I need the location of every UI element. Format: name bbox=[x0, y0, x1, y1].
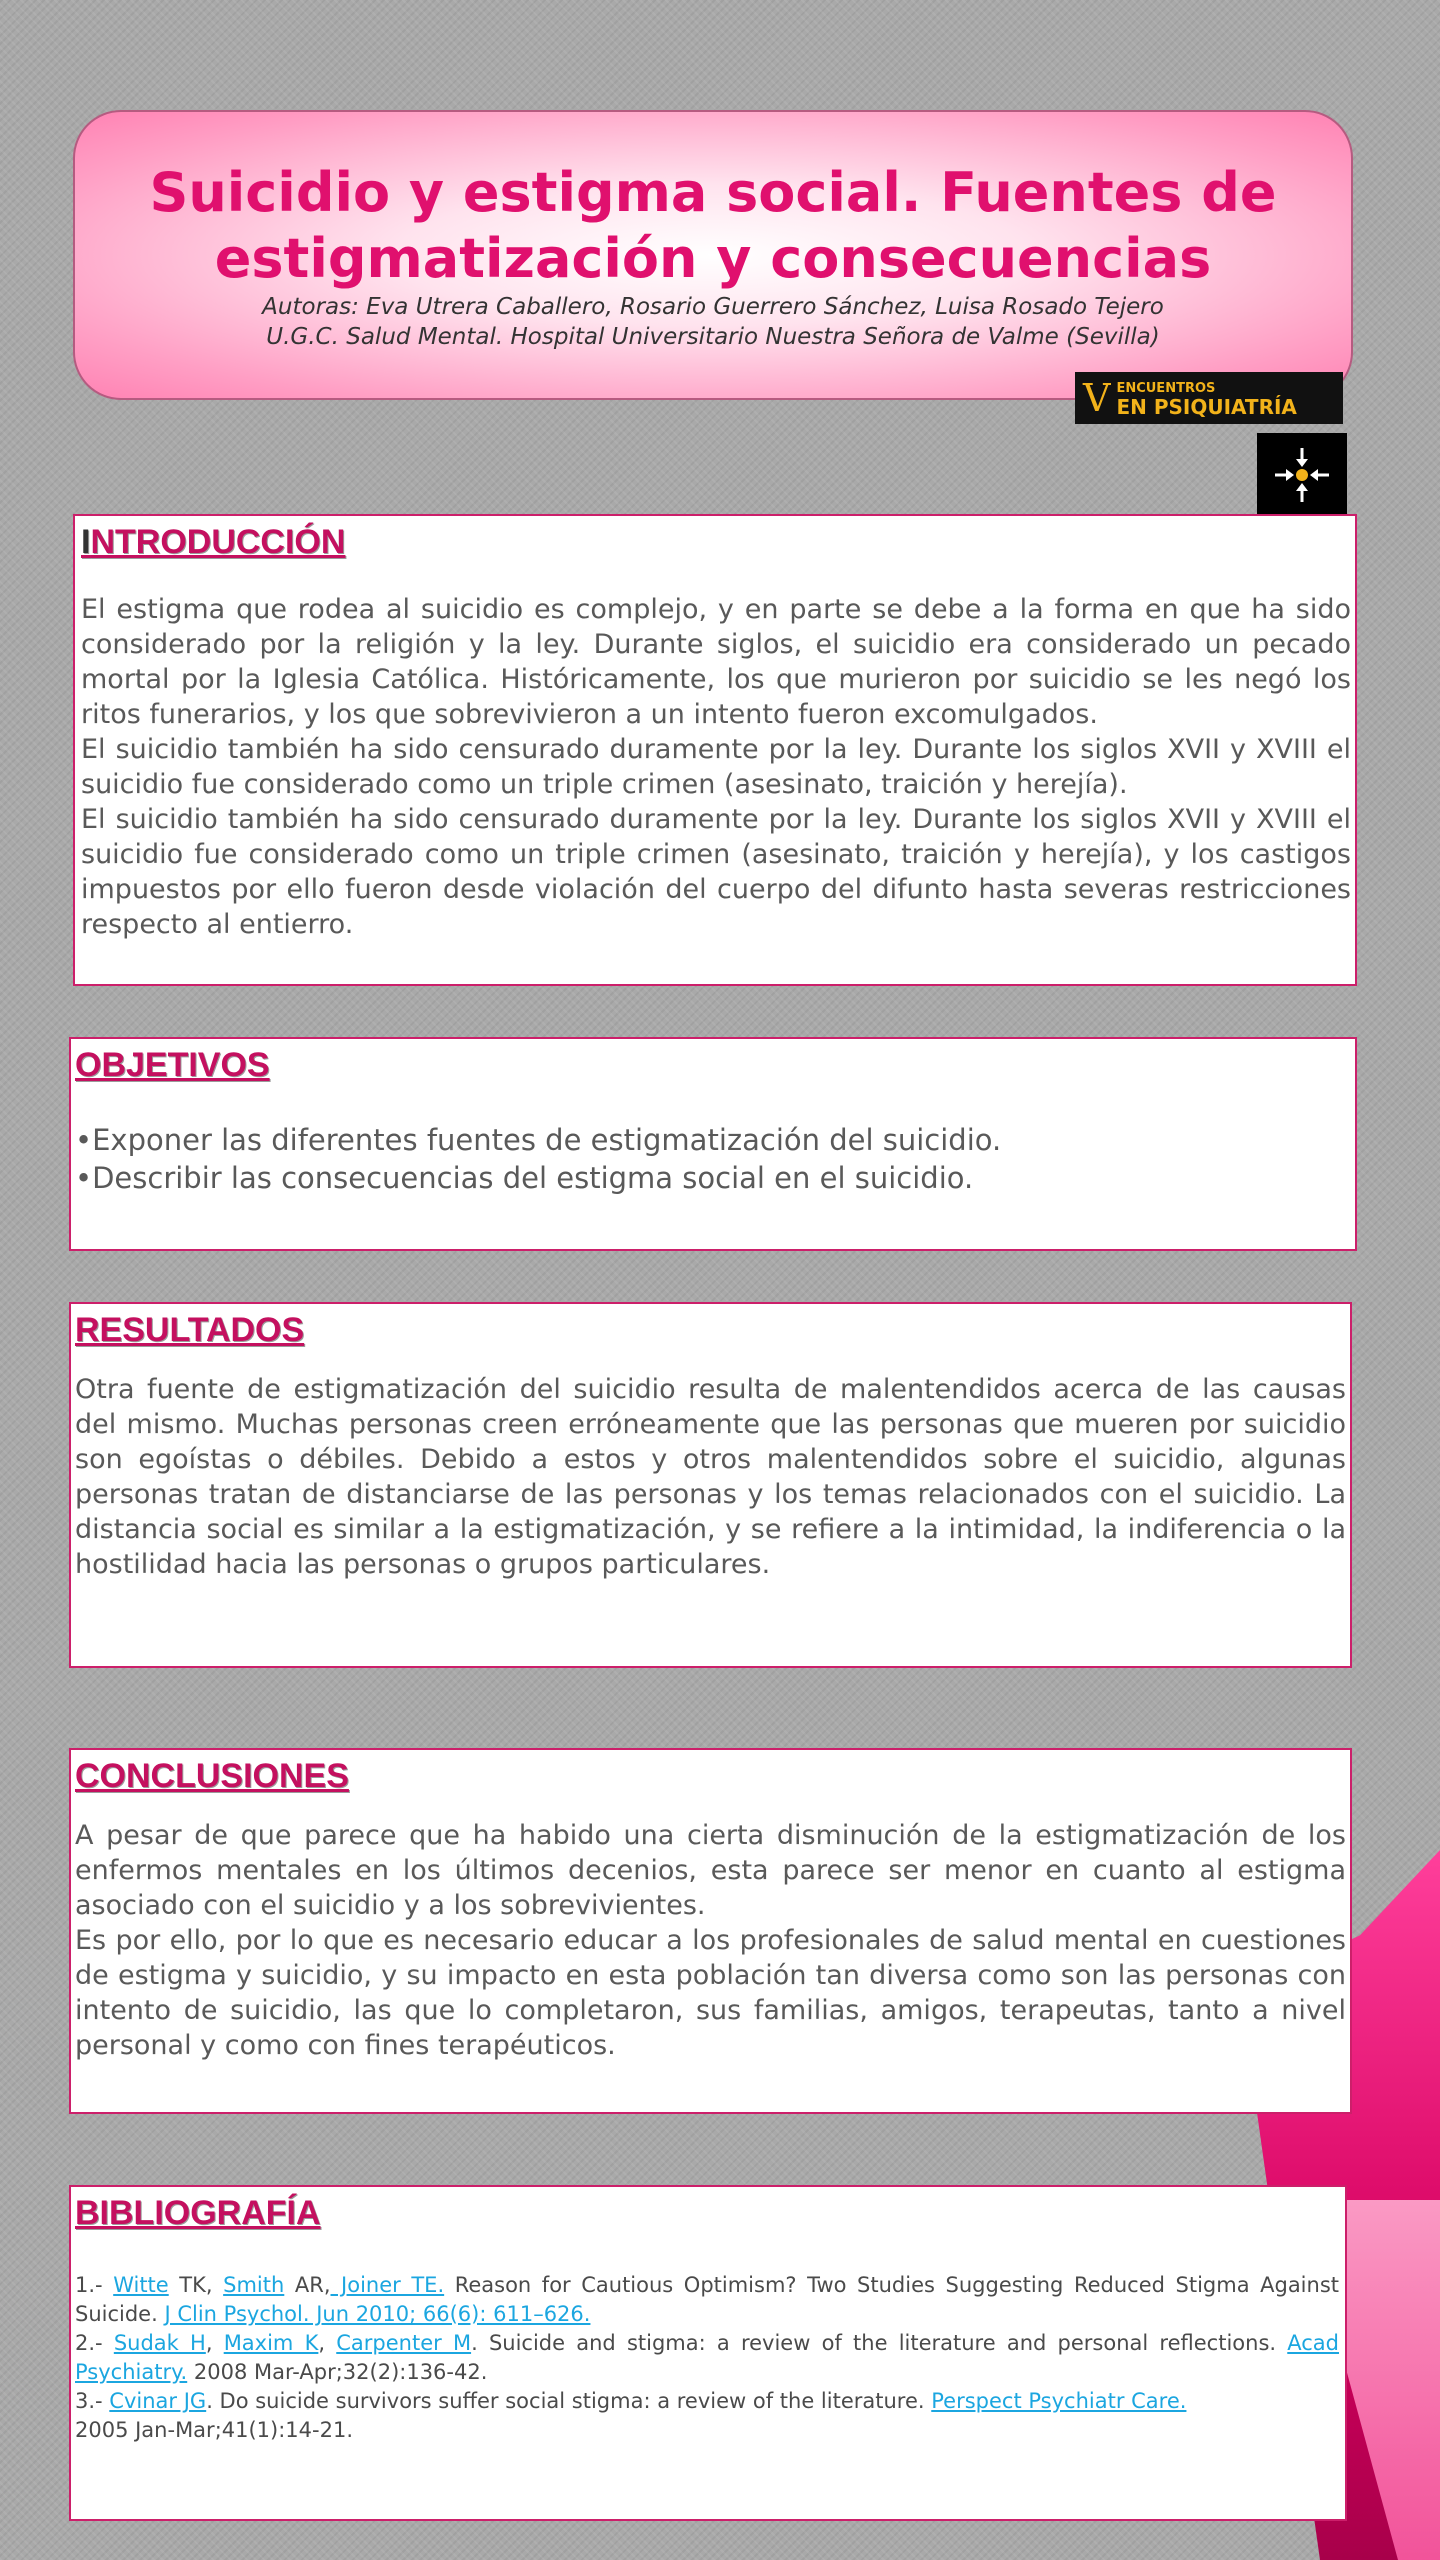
affiliation-line: U.G.C. Salud Mental. Hospital Universitario Nuestra Señora de Valme (Sevilla) bbox=[266, 324, 1160, 350]
title-line-2: estigmatización y consecuencias bbox=[214, 227, 1212, 290]
bibliografia-section bbox=[69, 2185, 1347, 2521]
ref3-author-cvinar-link[interactable]: Cvinar JG bbox=[109, 2389, 207, 2413]
poster-title bbox=[75, 160, 1351, 292]
conclusiones-heading: CONCLUSIONES bbox=[75, 1757, 349, 1795]
ref1-author-witte-link[interactable]: Witte bbox=[113, 2273, 169, 2297]
ref2-author-carpenter-link[interactable]: Carpenter M bbox=[336, 2331, 472, 2355]
objetivo-item-1: •Exponer las diferentes fuentes de estigmatización del suicidio. bbox=[75, 1123, 1002, 1157]
ref2-author-maxim-link[interactable]: Maxim K bbox=[223, 2331, 319, 2355]
reference-3: 3.- Cvinar JG. Do suicide survivors suffer social stigma: a review of the literature. Perspect Psychiatr Care. 2005 Jan-Mar;41(1):14-21. bbox=[75, 2389, 1187, 2442]
ref3-journal-link[interactable]: Perspect Psychiatr Care. bbox=[931, 2389, 1187, 2413]
logo-small-text: ENCUENTROS bbox=[1116, 381, 1216, 396]
objetivo-item-2: •Describir las consecuencias del estigma social en el suicidio. bbox=[75, 1161, 974, 1195]
logo-v: V bbox=[1083, 376, 1111, 420]
introduccion-section bbox=[73, 514, 1357, 986]
reference-1: 1.- Witte TK, Smith AR, Joiner TE. Reason for Cautious Optimism? Two Studies Suggesting Reduced Stigma Against Suicide. J Clin Psychol. Jun 2010; 66(6): 611–626. bbox=[75, 2273, 1340, 2326]
logo-big-text: EN PSIQUIATRÍA bbox=[1116, 395, 1297, 419]
introduccion-paragraph-1: El estigma que rodea al suicidio es complejo, y en parte se debe a la forma en que ha sido considerado por la religión y la ley. Durante siglos, el suicidio era considerado un pecado mortal por la Iglesia Católica. Históricamente, los que murieron por suicidio se les negó los ritos funerarios, y los que sobrevivieron a un intento fueron excomulgados. bbox=[81, 594, 1351, 730]
encuentros-psiquiatria-logo bbox=[1075, 372, 1343, 424]
resultados-heading: RESULTADOS bbox=[75, 1311, 305, 1349]
collapse-arrows-icon bbox=[1257, 433, 1347, 517]
conclusiones-section bbox=[69, 1748, 1352, 2114]
ref1-journal-link[interactable]: J Clin Psychol. Jun 2010; 66(6): 611–626. bbox=[164, 2302, 591, 2326]
ref2-author-sudak-link[interactable]: Sudak H bbox=[113, 2331, 206, 2355]
conclusiones-paragraph-1: A pesar de que parece que ha habido una cierta disminución de la estigmatización de los enfermos mentales en los últimos decenios, esta parece ser menor en cuanto al estigma asociado con el suicidio y a los sobrevivientes. bbox=[75, 1820, 1346, 1921]
objetivos-section bbox=[69, 1037, 1357, 1251]
bibliografia-heading: BIBLIOGRAFÍA bbox=[75, 2194, 321, 2232]
resultados-section bbox=[69, 1302, 1352, 1668]
authors-line: Autoras: Eva Utrera Caballero, Rosario Guerrero Sánchez, Luisa Rosado Tejero bbox=[262, 294, 1164, 320]
objetivos-heading: OBJETIVOS bbox=[75, 1046, 270, 1084]
poster-header bbox=[73, 110, 1353, 400]
introduccion-paragraph-3: El suicidio también ha sido censurado duramente por la ley. Durante los siglos XVII y XVIII el suicidio fue considerado como un triple crimen (asesinato, traición y herejía), y los castigos impuestos por ello fueron desde violación del cuerpo del difunto hasta severas restricciones respecto al entierro. bbox=[81, 804, 1351, 940]
title-line-1: Suicidio y estigma social. Fuentes de bbox=[149, 161, 1277, 224]
reference-2: 2.- Sudak H, Maxim K, Carpenter M. Suicide and stigma: a review of the literature and personal reflections. Acad Psychiatry. 2008 Mar-Apr;32(2):136-42. bbox=[75, 2331, 1340, 2384]
ref2-journal-link[interactable]: Acad Psychiatry. bbox=[75, 2331, 1340, 2384]
introduccion-heading: INTRODUCCIÓN bbox=[81, 523, 346, 561]
ref1-author-smith-link[interactable]: Smith bbox=[223, 2273, 285, 2297]
conclusiones-paragraph-2: Es por ello, por lo que es necesario educar a los profesionales de salud mental en cuestiones de estigma y suicidio, y su impacto en esta población tan diversa como son las personas con intento de suicidio, las que lo completaron, sus familias, amigos, terapeutas, tanto a nivel personal y como con fines terapéuticos. bbox=[75, 1925, 1346, 2061]
resultados-paragraph: Otra fuente de estigmatización del suicidio resulta de malentendidos acerca de las causas del mismo. Muchas personas creen erróneamente que las personas que mueren por suicidio son egoístas o débiles. Debido a estos y otros malentendidos sobre el suicidio, algunas personas tratan de distanciarse de las personas y los temas relacionados con el suicidio. La distancia social es similar a la estigmatización, y se refiere a la intimidad, la indiferencia o la hostilidad hacia las personas o grupos particulares. bbox=[75, 1374, 1346, 1580]
ref1-author-joiner-link[interactable]: Joiner TE. bbox=[330, 2273, 445, 2297]
introduccion-paragraph-2: El suicidio también ha sido censurado duramente por la ley. Durante los siglos XVII y XVIII el suicidio fue considerado como un triple crimen (asesinato, traición y herejía). bbox=[81, 734, 1351, 800]
